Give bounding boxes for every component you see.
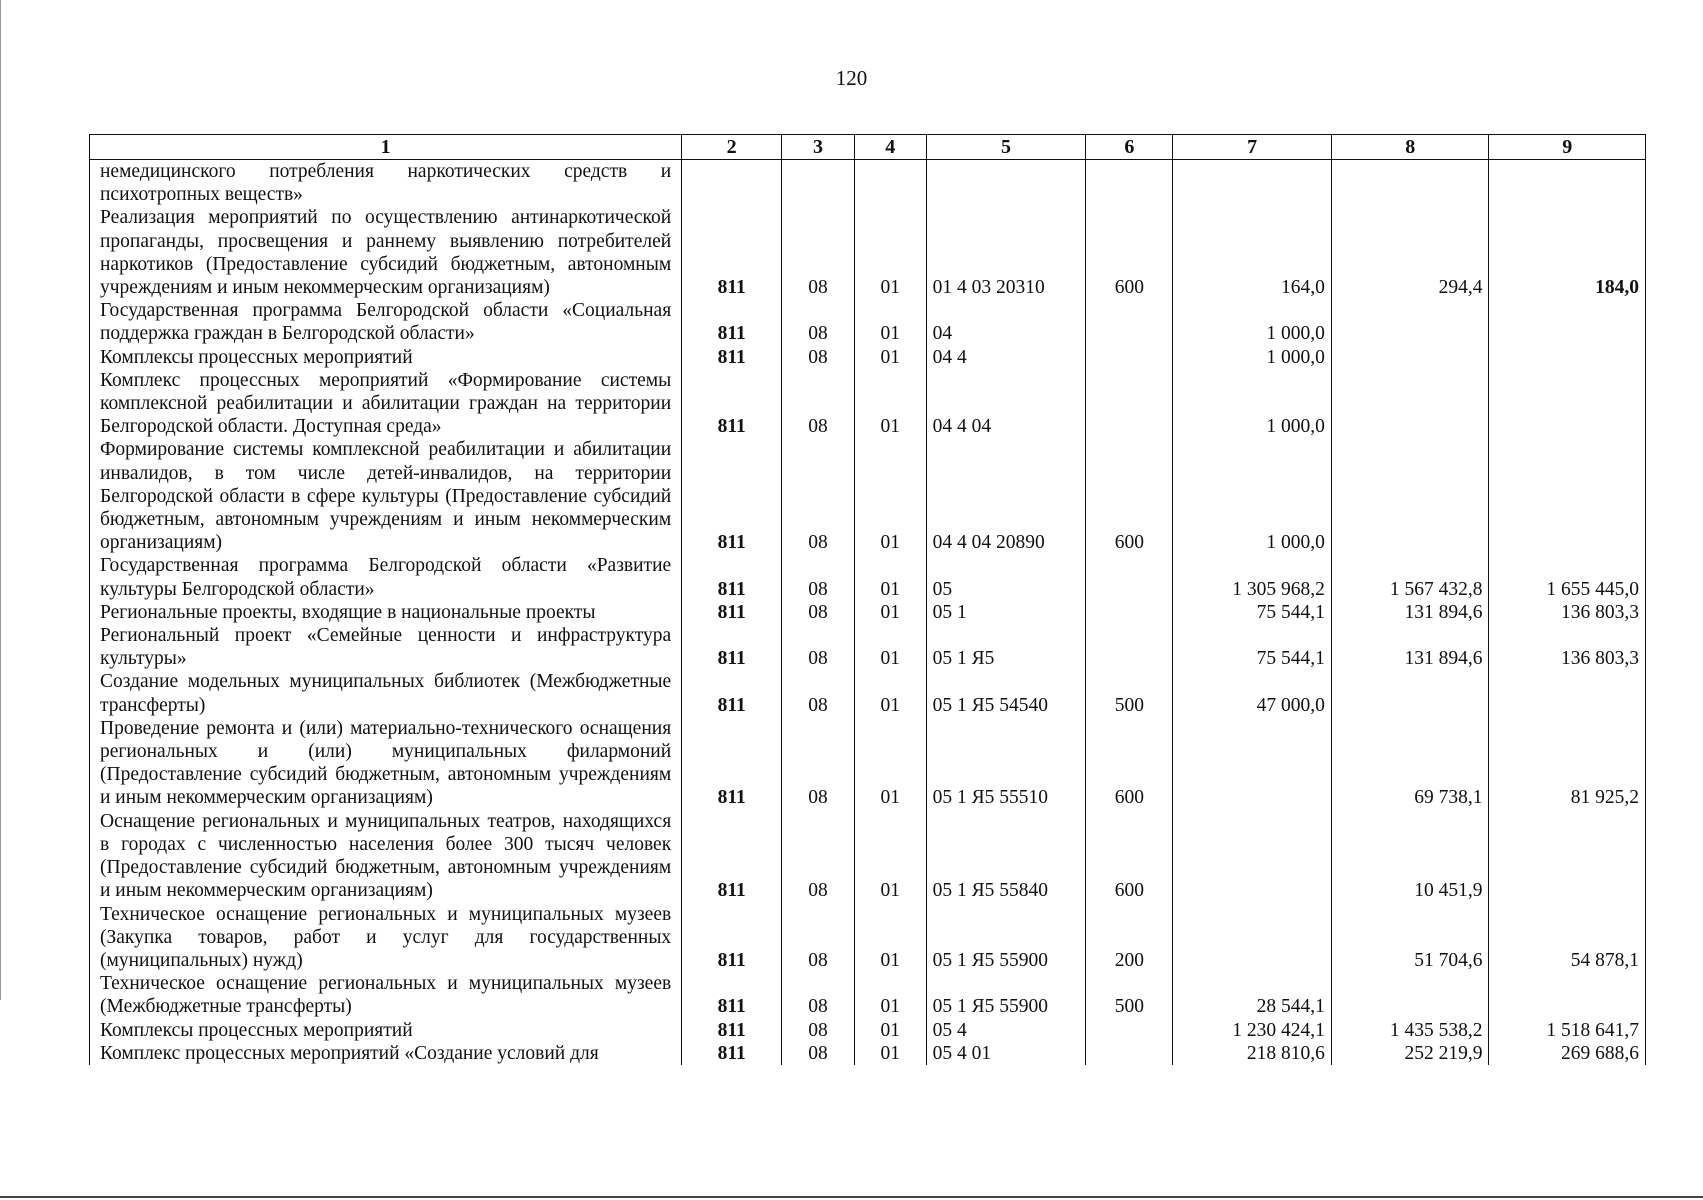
cell-target-article: 05 1 Я5 55900 xyxy=(926,903,1086,973)
row-name: Государственная программа Белгородской области «Социальная поддержка граждан в Белгородской области» xyxy=(90,299,682,345)
cell-expense-type: 600 xyxy=(1086,810,1173,903)
header-col-3: 3 xyxy=(782,135,855,160)
cell-target-article xyxy=(926,160,1086,207)
cell-subsection: 01 xyxy=(854,717,926,810)
cell-amount-1: 75 544,1 xyxy=(1173,624,1332,670)
cell-subsection: 01 xyxy=(854,438,926,554)
cell-ministry: 811 xyxy=(682,438,782,554)
cell-expense-type xyxy=(1086,554,1173,600)
row-name: немедицинского потребления наркотических средств и психотропных веществ» xyxy=(90,160,682,207)
cell-section: 08 xyxy=(782,369,855,439)
cell-ministry: 811 xyxy=(682,810,782,903)
cell-subsection: 01 xyxy=(854,810,926,903)
cell-subsection: 01 xyxy=(854,972,926,1018)
cell-ministry xyxy=(682,160,782,207)
cell-target-article: 05 1 Я5 54540 xyxy=(926,670,1086,716)
cell-subsection: 01 xyxy=(854,903,926,973)
cell-section: 08 xyxy=(782,972,855,1018)
cell-target-article: 05 1 Я5 55900 xyxy=(926,972,1086,1018)
cell-amount-3 xyxy=(1489,299,1646,345)
row-name: Комплексы процессных мероприятий xyxy=(90,346,682,369)
budget-table xyxy=(89,134,1646,1065)
table-row xyxy=(90,1019,1646,1042)
cell-amount-2 xyxy=(1331,160,1489,207)
row-name: Региональный проект «Семейные ценности и инфраструктура культуры» xyxy=(90,624,682,670)
cell-amount-2 xyxy=(1331,299,1489,345)
cell-section: 08 xyxy=(782,438,855,554)
cell-expense-type: 200 xyxy=(1086,903,1173,973)
cell-section: 08 xyxy=(782,206,855,299)
cell-amount-2: 131 894,6 xyxy=(1331,624,1489,670)
cell-amount-1: 75 544,1 xyxy=(1173,601,1332,624)
cell-section: 08 xyxy=(782,601,855,624)
cell-amount-3 xyxy=(1489,346,1646,369)
cell-target-article: 05 1 Я5 55510 xyxy=(926,717,1086,810)
cell-expense-type: 600 xyxy=(1086,717,1173,810)
cell-amount-1: 28 544,1 xyxy=(1173,972,1332,1018)
cell-amount-3 xyxy=(1489,438,1646,554)
cell-amount-1: 1 000,0 xyxy=(1173,369,1332,439)
cell-subsection: 01 xyxy=(854,369,926,439)
cell-amount-3 xyxy=(1489,670,1646,716)
cell-section xyxy=(782,160,855,207)
cell-amount-3: 136 803,3 xyxy=(1489,624,1646,670)
header-col-2: 2 xyxy=(682,135,782,160)
scan-edge xyxy=(0,0,1,1000)
cell-target-article: 05 4 xyxy=(926,1019,1086,1042)
cell-target-article: 05 4 01 xyxy=(926,1042,1086,1065)
cell-expense-type: 600 xyxy=(1086,206,1173,299)
cell-amount-2: 51 704,6 xyxy=(1331,903,1489,973)
cell-ministry: 811 xyxy=(682,346,782,369)
cell-amount-3: 54 878,1 xyxy=(1489,903,1646,973)
cell-amount-2: 1 567 432,8 xyxy=(1331,554,1489,600)
row-name: Техническое оснащение региональных и муниципальных музеев (Межбюджетные трансферты) xyxy=(90,972,682,1018)
row-name: Создание модельных муниципальных библиотек (Межбюджетные трансферты) xyxy=(90,670,682,716)
cell-ministry: 811 xyxy=(682,206,782,299)
cell-expense-type xyxy=(1086,299,1173,345)
table-row xyxy=(90,670,1646,716)
row-name: Региональные проекты, входящие в национальные проекты xyxy=(90,601,682,624)
cell-section: 08 xyxy=(782,717,855,810)
row-name: Формирование системы комплексной реабилитации и абилитации инвалидов, в том числе детей-инвалидов, на территории Белгородской области в сфере культуры (Предоставление субсидий бюджетным, автономным учреждениям и иным некоммерческим организациям) xyxy=(90,438,682,554)
cell-amount-3 xyxy=(1489,972,1646,1018)
cell-subsection: 01 xyxy=(854,206,926,299)
cell-expense-type xyxy=(1086,601,1173,624)
header-col-1: 1 xyxy=(90,135,682,160)
cell-amount-2: 69 738,1 xyxy=(1331,717,1489,810)
cell-amount-2: 10 451,9 xyxy=(1331,810,1489,903)
table-row xyxy=(90,206,1646,299)
cell-ministry: 811 xyxy=(682,601,782,624)
cell-subsection: 01 xyxy=(854,601,926,624)
cell-amount-3: 136 803,3 xyxy=(1489,601,1646,624)
cell-expense-type: 600 xyxy=(1086,438,1173,554)
table-row xyxy=(90,369,1646,439)
cell-target-article: 04 4 04 xyxy=(926,369,1086,439)
table-row xyxy=(90,1042,1646,1065)
cell-amount-2 xyxy=(1331,346,1489,369)
scan-bottom-line xyxy=(0,1196,1703,1198)
header-col-8: 8 xyxy=(1331,135,1489,160)
header-col-9: 9 xyxy=(1489,135,1646,160)
cell-amount-2: 294,4 xyxy=(1331,206,1489,299)
table-row xyxy=(90,438,1646,554)
cell-section: 08 xyxy=(782,554,855,600)
row-name: Техническое оснащение региональных и муниципальных музеев (Закупка товаров, работ и услуг для государственных (муниципальных) нужд) xyxy=(90,903,682,973)
header-col-5: 5 xyxy=(926,135,1086,160)
cell-ministry: 811 xyxy=(682,1042,782,1065)
table-row xyxy=(90,903,1646,973)
page-number: 120 xyxy=(835,66,868,90)
cell-ministry: 811 xyxy=(682,1019,782,1042)
cell-amount-1 xyxy=(1173,160,1332,207)
cell-section: 08 xyxy=(782,624,855,670)
cell-section: 08 xyxy=(782,346,855,369)
cell-amount-1: 164,0 xyxy=(1173,206,1332,299)
cell-amount-1: 1 230 424,1 xyxy=(1173,1019,1332,1042)
cell-amount-1: 218 810,6 xyxy=(1173,1042,1332,1065)
cell-subsection: 01 xyxy=(854,554,926,600)
cell-amount-3 xyxy=(1489,369,1646,439)
cell-expense-type xyxy=(1086,160,1173,207)
cell-subsection xyxy=(854,160,926,207)
cell-expense-type xyxy=(1086,1019,1173,1042)
cell-expense-type: 500 xyxy=(1086,972,1173,1018)
cell-expense-type xyxy=(1086,624,1173,670)
row-name: Комплексы процессных мероприятий xyxy=(90,1019,682,1042)
cell-ministry: 811 xyxy=(682,554,782,600)
cell-target-article: 04 4 xyxy=(926,346,1086,369)
table-row xyxy=(90,346,1646,369)
cell-subsection: 01 xyxy=(854,299,926,345)
cell-amount-3: 1 518 641,7 xyxy=(1489,1019,1646,1042)
cell-amount-3: 184,0 xyxy=(1489,206,1646,299)
cell-subsection: 01 xyxy=(854,346,926,369)
table-row xyxy=(90,717,1646,810)
cell-subsection: 01 xyxy=(854,670,926,716)
row-name: Государственная программа Белгородской области «Развитие культуры Белгородской области» xyxy=(90,554,682,600)
row-name: Оснащение региональных и муниципальных театров, находящихся в городах с численностью населения более 300 тысяч человек (Предоставление субсидий бюджетным, автономным учреждениям и иным некоммерческим организациям) xyxy=(90,810,682,903)
header-col-6: 6 xyxy=(1086,135,1173,160)
cell-expense-type xyxy=(1086,1042,1173,1065)
cell-amount-3: 269 688,6 xyxy=(1489,1042,1646,1065)
cell-subsection: 01 xyxy=(854,624,926,670)
cell-section: 08 xyxy=(782,810,855,903)
cell-amount-2: 131 894,6 xyxy=(1331,601,1489,624)
cell-amount-1: 1 000,0 xyxy=(1173,299,1332,345)
cell-ministry: 811 xyxy=(682,369,782,439)
row-name: Комплекс процессных мероприятий «Формирование системы комплексной реабилитации и абилитации граждан на территории Белгородской области. Доступная среда» xyxy=(90,369,682,439)
cell-amount-1: 1 000,0 xyxy=(1173,346,1332,369)
cell-expense-type xyxy=(1086,369,1173,439)
header-col-4: 4 xyxy=(854,135,926,160)
cell-ministry: 811 xyxy=(682,903,782,973)
cell-amount-2: 1 435 538,2 xyxy=(1331,1019,1489,1042)
cell-ministry: 811 xyxy=(682,299,782,345)
cell-target-article: 04 xyxy=(926,299,1086,345)
cell-section: 08 xyxy=(782,1019,855,1042)
cell-amount-3 xyxy=(1489,810,1646,903)
table-row xyxy=(90,810,1646,903)
cell-target-article: 05 1 Я5 55840 xyxy=(926,810,1086,903)
cell-amount-2 xyxy=(1331,369,1489,439)
cell-ministry: 811 xyxy=(682,972,782,1018)
row-name: Реализация мероприятий по осуществлению антинаркотической пропаганды, просвещения и раннему выявлению потребителей наркотиков (Предоставление субсидий бюджетным, автономным учреждениям и иным некоммерческим организациям) xyxy=(90,206,682,299)
table-row xyxy=(90,160,1646,207)
cell-section: 08 xyxy=(782,1042,855,1065)
cell-amount-1: 1 000,0 xyxy=(1173,438,1332,554)
cell-subsection: 01 xyxy=(854,1042,926,1065)
cell-amount-2: 252 219,9 xyxy=(1331,1042,1489,1065)
cell-subsection: 01 xyxy=(854,1019,926,1042)
table-row xyxy=(90,299,1646,345)
cell-target-article: 05 xyxy=(926,554,1086,600)
cell-target-article: 05 1 xyxy=(926,601,1086,624)
header-row xyxy=(90,135,1646,160)
header-col-7: 7 xyxy=(1173,135,1332,160)
cell-amount-2 xyxy=(1331,670,1489,716)
row-name: Комплекс процессных мероприятий «Создание условий для xyxy=(90,1042,682,1065)
cell-expense-type xyxy=(1086,346,1173,369)
table-row xyxy=(90,624,1646,670)
cell-amount-3: 1 655 445,0 xyxy=(1489,554,1646,600)
cell-expense-type: 500 xyxy=(1086,670,1173,716)
cell-amount-3: 81 925,2 xyxy=(1489,717,1646,810)
table-row xyxy=(90,601,1646,624)
cell-amount-2 xyxy=(1331,438,1489,554)
cell-amount-1: 47 000,0 xyxy=(1173,670,1332,716)
cell-amount-1 xyxy=(1173,717,1332,810)
cell-amount-1 xyxy=(1173,903,1332,973)
cell-target-article: 04 4 04 20890 xyxy=(926,438,1086,554)
cell-section: 08 xyxy=(782,903,855,973)
cell-target-article: 01 4 03 20310 xyxy=(926,206,1086,299)
row-name: Проведение ремонта и (или) материально-технического оснащения региональных и (или) муниципальных филармоний (Предоставление субсидий бюджетным, автономным учреждениям и иным некоммерческим организациям) xyxy=(90,717,682,810)
cell-amount-3 xyxy=(1489,160,1646,207)
cell-target-article: 05 1 Я5 xyxy=(926,624,1086,670)
cell-section: 08 xyxy=(782,670,855,716)
cell-amount-2 xyxy=(1331,972,1489,1018)
table-row xyxy=(90,554,1646,600)
table-row xyxy=(90,972,1646,1018)
cell-section: 08 xyxy=(782,299,855,345)
cell-amount-1 xyxy=(1173,810,1332,903)
cell-amount-1: 1 305 968,2 xyxy=(1173,554,1332,600)
cell-ministry: 811 xyxy=(682,717,782,810)
cell-ministry: 811 xyxy=(682,624,782,670)
cell-ministry: 811 xyxy=(682,670,782,716)
